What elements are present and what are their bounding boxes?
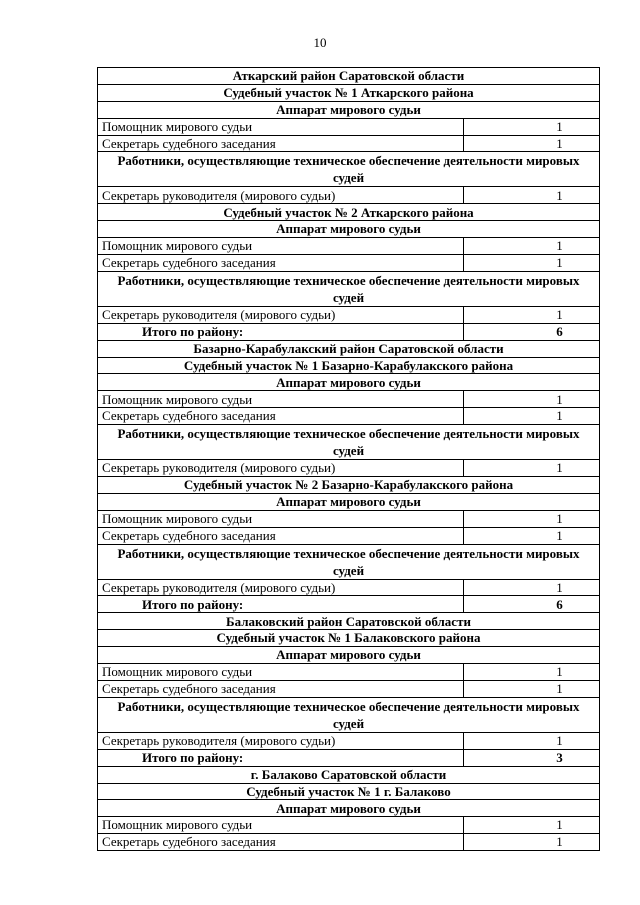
section-header: Судебный участок № 1 г. Балаково bbox=[98, 783, 600, 800]
section-header-row bbox=[98, 697, 600, 732]
section-header-row bbox=[98, 493, 600, 510]
section-header-row bbox=[98, 357, 600, 374]
position-cell: Секретарь руководителя (мирового судьи) bbox=[98, 732, 464, 749]
count-cell: 1 bbox=[464, 306, 600, 323]
section-header-row bbox=[98, 204, 600, 221]
count-cell: 1 bbox=[464, 527, 600, 544]
total-label: Итого по району: bbox=[98, 323, 464, 340]
section-header-row bbox=[98, 544, 600, 579]
section-header-row bbox=[98, 68, 600, 85]
table-row bbox=[98, 527, 600, 544]
section-header: Работники, осуществляющие техническое обеспечение деятельности мировых судей bbox=[98, 544, 600, 579]
section-header-row bbox=[98, 630, 600, 647]
total-value: 3 bbox=[464, 749, 600, 766]
position-cell: Помощник мирового судьи bbox=[98, 391, 464, 408]
table-row bbox=[98, 817, 600, 834]
position-cell: Секретарь судебного заседания bbox=[98, 135, 464, 152]
section-header-row bbox=[98, 425, 600, 460]
position-cell: Помощник мирового судьи bbox=[98, 817, 464, 834]
position-cell: Помощник мирового судьи bbox=[98, 238, 464, 255]
section-header: Аппарат мирового судьи bbox=[98, 221, 600, 238]
position-cell: Секретарь судебного заседания bbox=[98, 527, 464, 544]
section-header-row bbox=[98, 84, 600, 101]
position-cell: Помощник мирового судьи bbox=[98, 664, 464, 681]
position-cell: Секретарь руководителя (мирового судьи) bbox=[98, 460, 464, 477]
table-row bbox=[98, 579, 600, 596]
section-header: Судебный участок № 2 Базарно-Карабулакского района bbox=[98, 477, 600, 494]
section-header: г. Балаково Саратовской области bbox=[98, 766, 600, 783]
total-row bbox=[98, 596, 600, 613]
section-header: Работники, осуществляющие техническое обеспечение деятельности мировых судей bbox=[98, 425, 600, 460]
total-label: Итого по району: bbox=[98, 596, 464, 613]
section-header: Аппарат мирового судьи bbox=[98, 800, 600, 817]
section-header-row bbox=[98, 221, 600, 238]
total-value: 6 bbox=[464, 596, 600, 613]
section-header-row bbox=[98, 152, 600, 187]
position-cell: Секретарь руководителя (мирового судьи) bbox=[98, 187, 464, 204]
count-cell: 1 bbox=[464, 579, 600, 596]
count-cell: 1 bbox=[464, 834, 600, 851]
count-cell: 1 bbox=[464, 817, 600, 834]
table-row bbox=[98, 238, 600, 255]
table-row bbox=[98, 255, 600, 272]
section-header-row bbox=[98, 800, 600, 817]
count-cell: 1 bbox=[464, 680, 600, 697]
count-cell: 1 bbox=[464, 135, 600, 152]
section-header-row bbox=[98, 101, 600, 118]
section-header-row bbox=[98, 340, 600, 357]
total-value: 6 bbox=[464, 323, 600, 340]
section-header: Балаковский район Саратовской области bbox=[98, 613, 600, 630]
table-row bbox=[98, 732, 600, 749]
table-row bbox=[98, 834, 600, 851]
table-row bbox=[98, 460, 600, 477]
count-cell: 1 bbox=[464, 391, 600, 408]
section-header: Судебный участок № 1 Аткарского района bbox=[98, 84, 600, 101]
count-cell: 1 bbox=[464, 118, 600, 135]
total-label: Итого по району: bbox=[98, 749, 464, 766]
section-header-row bbox=[98, 647, 600, 664]
count-cell: 1 bbox=[464, 664, 600, 681]
staff-table bbox=[97, 67, 600, 851]
count-cell: 1 bbox=[464, 460, 600, 477]
table-row bbox=[98, 510, 600, 527]
count-cell: 1 bbox=[464, 255, 600, 272]
position-cell: Секретарь судебного заседания bbox=[98, 834, 464, 851]
section-header: Аппарат мирового судьи bbox=[98, 493, 600, 510]
staff-table-body bbox=[98, 68, 600, 851]
position-cell: Секретарь судебного заседания bbox=[98, 408, 464, 425]
section-header-row bbox=[98, 374, 600, 391]
section-header-row bbox=[98, 477, 600, 494]
position-cell: Помощник мирового судьи bbox=[98, 118, 464, 135]
section-header: Аппарат мирового судьи bbox=[98, 647, 600, 664]
table-row bbox=[98, 391, 600, 408]
count-cell: 1 bbox=[464, 510, 600, 527]
total-row bbox=[98, 323, 600, 340]
section-header: Аткарский район Саратовской области bbox=[98, 68, 600, 85]
table-row bbox=[98, 664, 600, 681]
table-row bbox=[98, 135, 600, 152]
position-cell: Секретарь судебного заседания bbox=[98, 255, 464, 272]
section-header: Судебный участок № 1 Балаковского района bbox=[98, 630, 600, 647]
section-header-row bbox=[98, 613, 600, 630]
position-cell: Секретарь руководителя (мирового судьи) bbox=[98, 306, 464, 323]
count-cell: 1 bbox=[464, 238, 600, 255]
section-header: Аппарат мирового судьи bbox=[98, 101, 600, 118]
position-cell: Секретарь судебного заседания bbox=[98, 680, 464, 697]
page-number: 10 bbox=[313, 35, 327, 50]
table-row bbox=[98, 408, 600, 425]
position-cell: Помощник мирового судьи bbox=[98, 510, 464, 527]
position-cell: Секретарь руководителя (мирового судьи) bbox=[98, 579, 464, 596]
section-header-row bbox=[98, 766, 600, 783]
section-header-row bbox=[98, 783, 600, 800]
section-header: Базарно-Карабулакский район Саратовской области bbox=[98, 340, 600, 357]
table-row bbox=[98, 306, 600, 323]
table-row bbox=[98, 680, 600, 697]
total-row bbox=[98, 749, 600, 766]
section-header-row bbox=[98, 271, 600, 306]
section-header: Работники, осуществляющие техническое обеспечение деятельности мировых судей bbox=[98, 152, 600, 187]
count-cell: 1 bbox=[464, 408, 600, 425]
count-cell: 1 bbox=[464, 732, 600, 749]
section-header: Судебный участок № 2 Аткарского района bbox=[98, 204, 600, 221]
section-header: Работники, осуществляющие техническое обеспечение деятельности мировых судей bbox=[98, 697, 600, 732]
section-header: Аппарат мирового судьи bbox=[98, 374, 600, 391]
table-row bbox=[98, 118, 600, 135]
section-header: Работники, осуществляющие техническое обеспечение деятельности мировых судей bbox=[98, 271, 600, 306]
table-row bbox=[98, 187, 600, 204]
section-header: Судебный участок № 1 Базарно-Карабулакского района bbox=[98, 357, 600, 374]
count-cell: 1 bbox=[464, 187, 600, 204]
